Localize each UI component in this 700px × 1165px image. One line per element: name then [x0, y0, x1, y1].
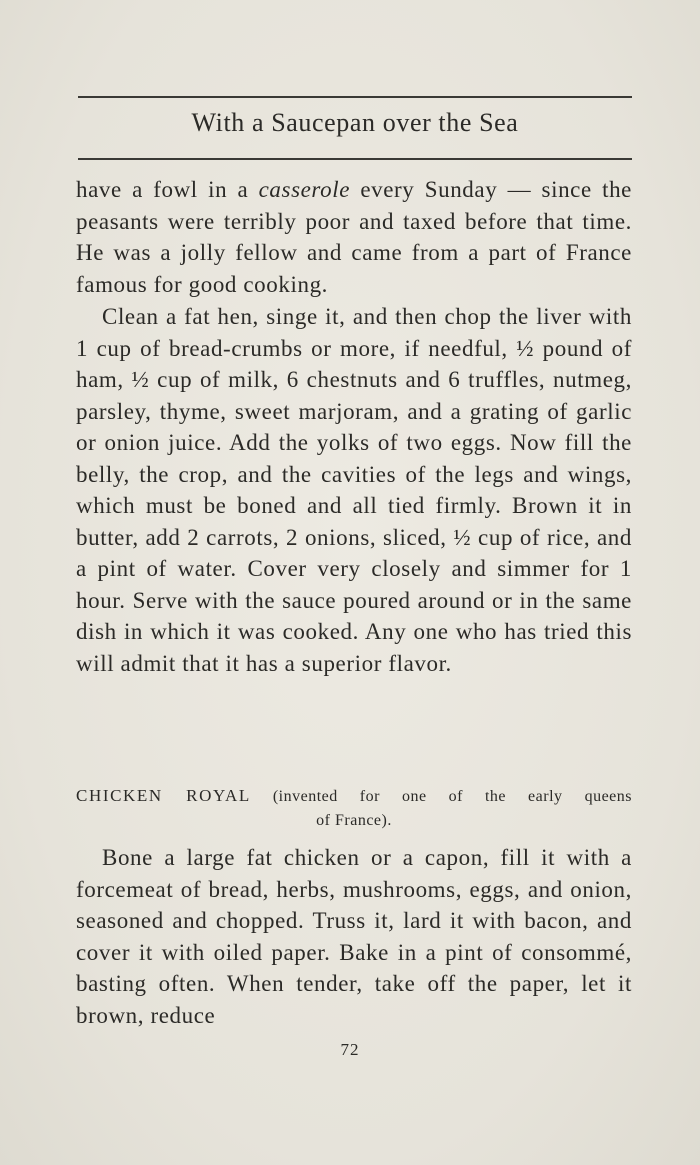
recipe-heading-line-1 — [76, 784, 632, 809]
paragraph-text: Bone a large fat chicken or a capon, fill it with a forcemeat of bread, herbs, mushrooms, eggs, and onion, seasoned and chopped. Truss it, lard it with bacon, and cover it with oiled paper. Bake in a pint of consommé, basting often. When tender, take off the paper, let it brown, reduce — [76, 845, 632, 1028]
recipe-heading — [76, 784, 632, 833]
recipe-note-continued: of France). — [316, 812, 392, 829]
recipe-note: (invented for one of the early queens — [272, 788, 632, 805]
paragraph-continuation — [76, 174, 632, 300]
paragraph-chicken-royal — [76, 842, 632, 1031]
header-bottom-rule — [78, 158, 632, 160]
recipe-title: CHICKEN ROYAL — [76, 786, 251, 805]
paragraph-text: Clean a fat hen, singe it, and then chop the liver with 1 cup of bread-crumbs or more, if needful, ½ pound of ham, ½ cup of milk, 6 chestnuts and 6 truffles, nutmeg, parsley, thyme, sweet marjoram, and a grating of garlic or onion juice. Add the yolks of two eggs. Now fill the belly, the crop, and the cavities of the legs and wings, which must be boned and all tied firmly. Brown it in butter, add 2 carrots, 2 onions, sliced, ½ cup of rice, and a pint of water. Cover very closely and simmer for 1 hour. Serve with the sauce poured around or in the same dish in which it was cooked. Any one who has tried this will admit that it has a superior flavor. — [76, 304, 632, 676]
paragraph-recipe-hen — [76, 301, 632, 679]
running-head: With a Saucepan over the Sea — [191, 108, 519, 137]
italic-term: casserole — [258, 177, 351, 202]
paragraph-text: every Sunday — since the peasants were terribly poor and taxed before that time. He was a jolly fellow and came from a part of France famous for good cooking. — [76, 177, 632, 297]
header-top-rule — [78, 96, 632, 98]
paragraph-text: have a fowl in a — [76, 177, 259, 202]
page-number: 72 — [340, 1040, 360, 1059]
